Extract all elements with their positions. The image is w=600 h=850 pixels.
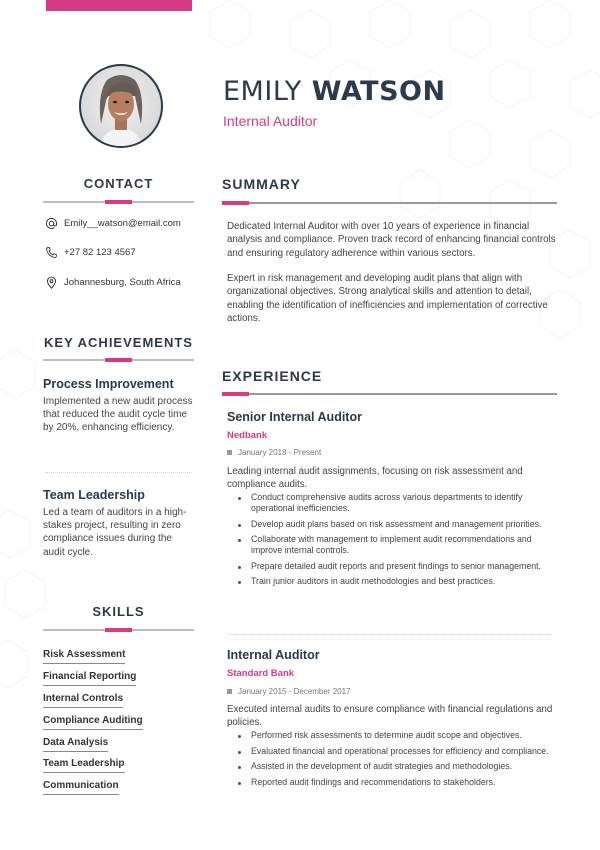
achievements-divider bbox=[43, 359, 194, 361]
job-dates-text: January 2018 - Present bbox=[238, 448, 322, 457]
job-dates bbox=[227, 687, 351, 696]
job-role: Internal Auditor bbox=[227, 648, 320, 662]
last-name: WATSON bbox=[311, 76, 446, 107]
job-company: Standard Bank bbox=[227, 668, 295, 679]
email-text: Emily__watson@email.com bbox=[64, 218, 181, 229]
phone-text: +27 82 123 4567 bbox=[64, 247, 136, 258]
person-portrait-icon bbox=[81, 66, 161, 146]
job-bullets bbox=[227, 492, 557, 592]
contact-heading: CONTACT bbox=[83, 176, 154, 191]
achievement-text: Led a team of auditors in a high-stakes project, resulting in zero compliance issues during the audit cycle. bbox=[43, 507, 187, 558]
job-description: Executed internal audits to ensure compliance with financial regulations and policies. bbox=[227, 704, 553, 729]
job-bullet: Assisted in the development of audit strategies and methodologies. bbox=[227, 761, 557, 772]
skill-item: Compliance Auditing bbox=[43, 715, 143, 730]
summary-paragraph: Expert in risk management and developing audit plans that align with organizational objectives. Strong analytical skills and attention to detail, enabling the identification of inefficiencies and implementation of corrective actions. bbox=[227, 273, 548, 324]
summary-paragraph: Dedicated Internal Auditor with over 10 years of experience in financial analysis and compliance. Proven track record of enhancing financial controls and ensuring regulatory adherence within various sectors. bbox=[227, 221, 556, 259]
experience-divider bbox=[222, 393, 557, 395]
job-role: Senior Internal Auditor bbox=[227, 410, 362, 424]
skill-item: Team Leadership bbox=[43, 758, 125, 773]
achievement-title: Process Improvement bbox=[43, 377, 174, 391]
job-bullet: Collaborate with management to implement audit recommendations and improve internal controls. bbox=[227, 534, 557, 556]
location-pin-icon bbox=[45, 276, 58, 289]
location-text: Johannesburg, South Africa bbox=[64, 277, 181, 288]
experience-heading: EXPERIENCE bbox=[222, 368, 323, 384]
contact-email[interactable] bbox=[45, 217, 181, 230]
job-description: Leading internal audit assignments, focusing on risk assessment and compliance audits. bbox=[227, 466, 523, 491]
skill-item: Financial Reporting bbox=[43, 671, 136, 686]
skill-item: Internal Controls bbox=[43, 693, 123, 708]
summary-divider bbox=[222, 202, 557, 204]
achievement-separator bbox=[46, 472, 192, 473]
achievements-heading: KEY ACHIEVEMENTS bbox=[44, 335, 193, 350]
job-separator bbox=[227, 634, 552, 635]
candidate-name bbox=[223, 76, 446, 107]
skill-item: Risk Assessment bbox=[43, 649, 125, 664]
summary-heading: SUMMARY bbox=[222, 176, 301, 192]
contact-divider bbox=[43, 201, 194, 203]
job-bullet: Reported audit findings and recommendations to stakeholders. bbox=[227, 777, 557, 788]
job-bullet: Train junior auditors in audit methodologies and best practices. bbox=[227, 576, 557, 587]
job-bullet: Evaluated financial and operational processes for efficiency and compliance. bbox=[227, 746, 557, 757]
job-dates-text: January 2015 - December 2017 bbox=[238, 687, 351, 696]
achievement-text: Implemented a new audit process that reduced the audit cycle time by 20%, enhancing efficiency. bbox=[43, 396, 193, 434]
job-dates bbox=[227, 448, 321, 457]
skill-item: Data Analysis bbox=[43, 737, 108, 752]
job-bullet: Prepare detailed audit reports and present findings to senior management. bbox=[227, 561, 557, 572]
job-bullet: Develop audit plans based on risk assessment and management priorities. bbox=[227, 519, 557, 530]
job-bullets bbox=[227, 730, 557, 792]
skills-divider bbox=[43, 629, 194, 631]
job-bullet: Performed risk assessments to determine audit scope and objectives. bbox=[227, 730, 557, 741]
accent-top-bar bbox=[46, 0, 192, 11]
contact-phone[interactable] bbox=[45, 246, 136, 259]
profile-photo bbox=[79, 64, 163, 148]
job-title: Internal Auditor bbox=[223, 113, 318, 129]
skill-item: Communication bbox=[43, 780, 119, 795]
job-bullet: Conduct comprehensive audits across various departments to identify operational inefficiencies. bbox=[227, 492, 557, 514]
first-name: EMILY bbox=[223, 76, 302, 107]
at-icon bbox=[45, 217, 58, 230]
calendar-icon bbox=[227, 450, 232, 455]
calendar-icon bbox=[227, 689, 232, 694]
job-company: Nedbank bbox=[227, 430, 268, 441]
phone-icon bbox=[45, 246, 58, 259]
skills-heading: SKILLS bbox=[92, 604, 145, 619]
contact-location bbox=[45, 276, 181, 289]
achievement-title: Team Leadership bbox=[43, 488, 145, 502]
